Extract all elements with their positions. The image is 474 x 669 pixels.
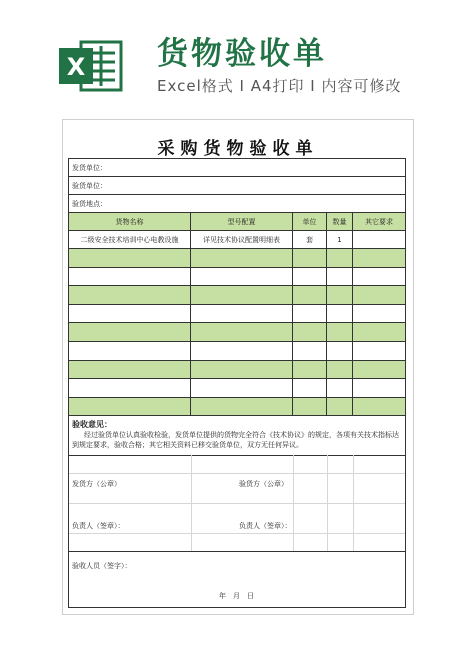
receiver-row [69, 177, 405, 195]
svg-text:X: X [66, 53, 86, 81]
table-cell [191, 361, 293, 379]
table-header-row [69, 213, 405, 231]
supplier-person: 负责人（签章）： [72, 522, 125, 530]
table-cell [293, 249, 327, 267]
table-cell [69, 379, 191, 397]
table-row [69, 305, 405, 324]
table-cell [327, 323, 353, 341]
supplier-label: 发货单位： [72, 164, 107, 172]
header-other: 其它要求 [365, 217, 393, 226]
table-cell [191, 249, 293, 267]
receiver-label: 验货单位： [72, 182, 107, 190]
table-row [69, 268, 405, 287]
table-cell [327, 268, 353, 286]
item-spec: 详见技术协议配置明细表 [191, 231, 293, 248]
table-cell [353, 286, 405, 304]
table-cell [69, 323, 191, 341]
table-cell [293, 286, 327, 304]
table-cell [191, 342, 293, 360]
table-cell [191, 305, 293, 323]
document-title: 采购货物验收单 [157, 139, 319, 159]
table-cell [353, 268, 405, 286]
table-cell [293, 305, 327, 323]
table-cell [327, 398, 353, 416]
table-cell [327, 305, 353, 323]
table-row [69, 361, 405, 380]
table-cell [293, 268, 327, 286]
table-cell [69, 305, 191, 323]
table-cell [327, 361, 353, 379]
table-cell [191, 398, 293, 416]
template-banner [0, 0, 474, 108]
header-name: 货物名称 [69, 213, 191, 230]
banner-title: 货物验收单 [157, 36, 327, 72]
location-label: 验货地点： [72, 200, 107, 208]
table-row [69, 342, 405, 361]
grid-line [69, 533, 405, 534]
table-cell [353, 379, 405, 397]
table-cell [327, 249, 353, 267]
table-cell [191, 323, 293, 341]
header-spec: 型号配置 [191, 213, 293, 230]
table-cell [69, 286, 191, 304]
receipt-form [68, 158, 406, 608]
table-cell [293, 361, 327, 379]
receiver-person: 负责人（签章）： [239, 522, 292, 530]
table-cell [69, 249, 191, 267]
supplier-seal: 发货方（公章） [72, 480, 121, 488]
date-label: 年 月 日 [219, 592, 254, 600]
location-row [69, 195, 405, 213]
table-cell [327, 286, 353, 304]
header-qty: 数量 [327, 213, 353, 230]
item-other [353, 231, 405, 248]
supplier-row [69, 159, 405, 177]
header-unit: 单位 [293, 213, 327, 230]
grid-line [69, 503, 405, 504]
item-unit: 套 [293, 231, 327, 248]
table-cell [191, 268, 293, 286]
receiver-seal: 验货方（公章） [239, 480, 288, 488]
table-cell [327, 379, 353, 397]
table-cell [69, 398, 191, 416]
item-name: 二级安全技术培训中心电教设施 [69, 231, 191, 248]
table-cell [353, 342, 405, 360]
table-cell [69, 342, 191, 360]
table-cell [353, 398, 405, 416]
table-row [69, 323, 405, 342]
banner-subtitle: Excel格式 I A4打印 I 内容可修改 [157, 77, 402, 95]
table-cell [191, 379, 293, 397]
table-cell [191, 286, 293, 304]
table-cell [293, 379, 327, 397]
item-qty: 1 [327, 231, 353, 248]
table-row [69, 231, 405, 249]
table-cell [293, 323, 327, 341]
table-cell [69, 361, 191, 379]
table-cell [353, 323, 405, 341]
inspector-label: 验收人员（签字）： [72, 562, 132, 570]
grid-line [69, 473, 405, 474]
table-cell [327, 342, 353, 360]
opinion-text: 经过验货单位认真验收检验，发货单位提供的货物完全符合《技术协议》的规定，各项有关技术指标达到规定要求，验收合格；其它相关资料已移交验货单位，双方无任何异议。 [72, 431, 399, 449]
table-cell [293, 342, 327, 360]
table-cell [293, 398, 327, 416]
table-cell [353, 305, 405, 323]
table-cell [353, 361, 405, 379]
table-row [69, 398, 405, 417]
opinion-label: 验收意见： [72, 420, 112, 429]
table-row [69, 379, 405, 398]
table-row [69, 249, 405, 268]
opinion-section [69, 417, 405, 456]
table-cell [353, 249, 405, 267]
signature-grid [69, 455, 405, 552]
table-cell [69, 268, 191, 286]
document-sheet [62, 119, 414, 615]
table-row [69, 286, 405, 305]
excel-icon [57, 38, 123, 94]
